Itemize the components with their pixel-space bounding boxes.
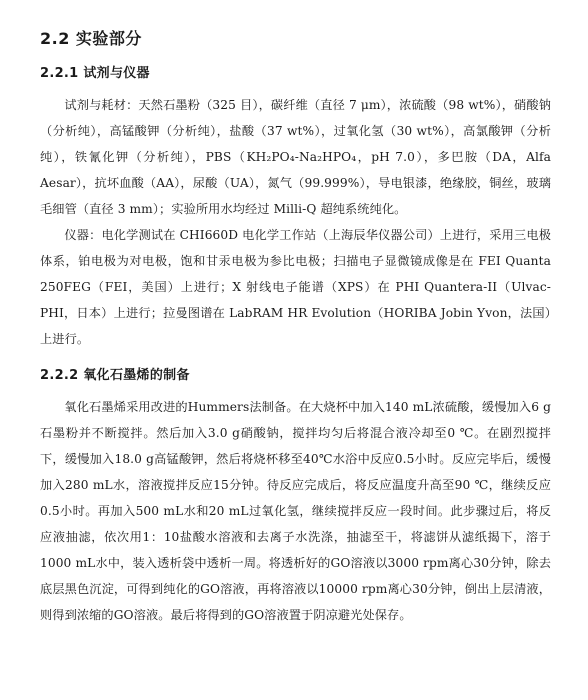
paragraph-reagents: 试剂与耗材：天然石墨粉（325 目），碳纤维（直径 7 μm），浓硫酸（98 wt%），硝酸钠（分析纯），高锰酸钾（分析纯），盐酸（37 wt%），过氧化氢（30 wt%），高氯酸钾（分析纯），铁氰化钾（分析纯），PBS（KH₂PO₄-Na₂HPO₄，pH 7.0），多巴胺（DA，Alfa Aesar），抗坏血酸（AA），尿酸（UA），氮气（99.999%），导电银漆，绝缘胶，铜丝，玻璃毛细管（直径 3 mm）；实验所用水均经过 Milli-Q 超纯系统纯化。 [40, 98, 551, 216]
subsection-heading: 2.2.2 氧化石墨烯的制备 [40, 368, 190, 383]
subsection-reagents [40, 64, 551, 352]
paragraph-go-preparation: 氧化石墨烯采用改进的Hummers法制备。在大烧杯中加入140 mL浓硫酸，缓慢加入6 g石墨粉并不断搅拌。然后加入3.0 g硝酸钠，搅拌均匀后将混合液冷却至0 ℃。在剧烈搅拌下，缓慢加入18.0 g高锰酸钾，然后将烧杯移至40℃水浴中反应0.5小时。反应完毕后，缓慢加入280 mL水，溶液搅拌反应15分钟。待反应完成后，将反应温度升高至90 ℃，继续反应0.5小时。再加入500 mL水和20 mL过氧化氢，继续搅拌反应一段时间。此步骤过后，将反应液抽滤，依次用1：10盐酸水溶液和去离子水洗涤，抽滤至干，将滤饼从滤纸揭下，溶于1000 mL水中，装入透析袋中透析一周。将透析好的GO溶液以3000 rpm离心30分钟，除去底层黑色沉淀，可得到纯化的GO溶液，再将溶液以10000 rpm离心30分钟，倒出上层清液，则得到浓缩的GO溶液。最后将得到的GO溶液置于阴凉避光处保存。 [40, 400, 551, 622]
subsection-heading: 2.2.1 试剂与仪器 [40, 66, 150, 81]
subsection-go-preparation [40, 366, 551, 628]
paragraph-instruments: 仪器：电化学测试在 CHI660D 电化学工作站（上海辰华仪器公司）上进行，采用三电极体系，铂电极为对电极，饱和甘汞电极为参比电极；扫描电子显微镜成像是在 FEI Quanta 250FEG（FEI，美国）上进行；X 射线电子能谱（XPS）在 PHI Quantera-II（Ulvac-PHI，日本）上进行；拉曼图谱在 LabRAM HR Evolution（HORIBA Jobin Yvon，法国）上进行。 [40, 228, 551, 346]
section-heading: 2.2 实验部分 [40, 29, 142, 48]
